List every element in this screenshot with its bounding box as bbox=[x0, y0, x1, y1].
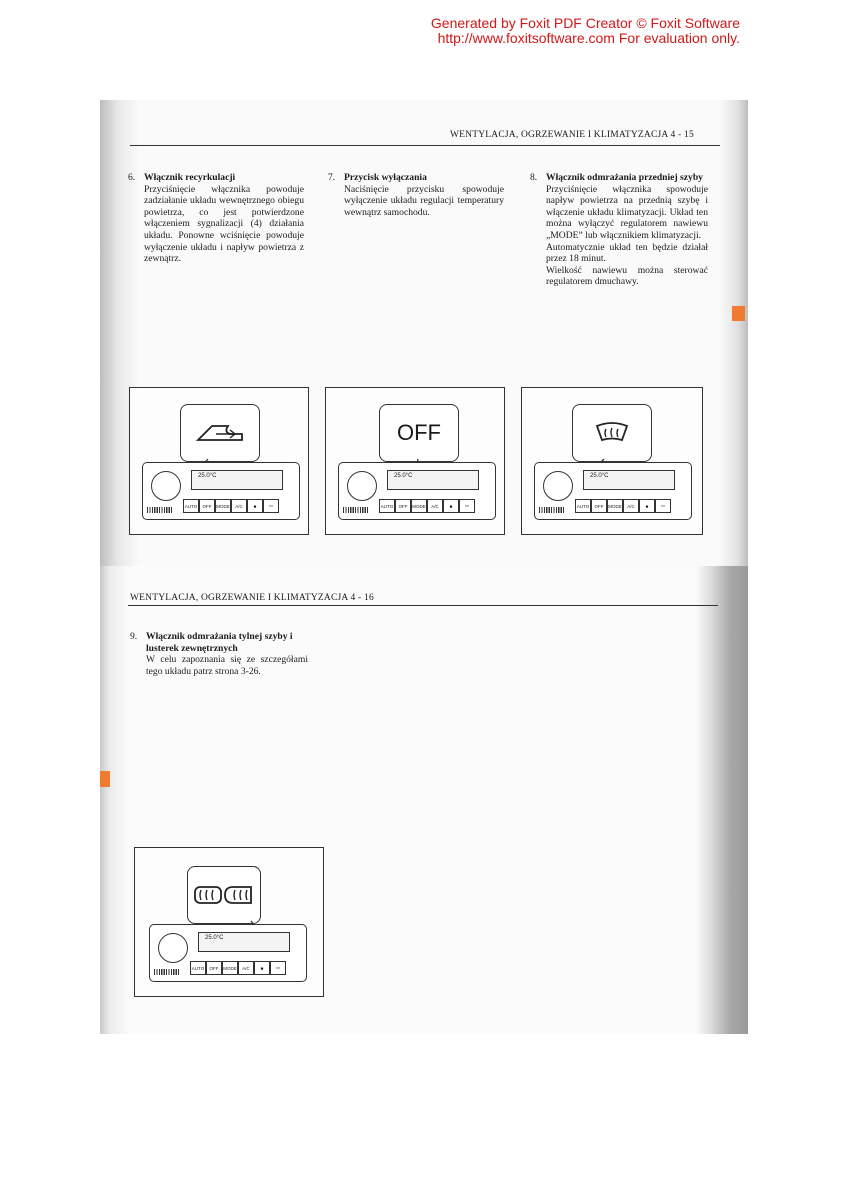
ac-button[interactable]: A/C bbox=[427, 499, 443, 513]
item-number: 8. bbox=[530, 172, 538, 183]
orange-thumb-tab bbox=[100, 771, 110, 787]
page-header: WENTYLACJA, OGRZEWANIE I KLIMATYZACJA 4 - 15 bbox=[450, 130, 694, 140]
item-body: Naciśnięcie przycisku spowoduje wyłączenie układu regulacji temperatury wewnątrz samochodu. bbox=[344, 183, 504, 218]
defrost-button[interactable]: ▭ bbox=[270, 961, 286, 975]
item-number: 6. bbox=[128, 172, 136, 183]
item-6 bbox=[128, 172, 304, 265]
display-temperature: 25.0°C bbox=[590, 473, 609, 479]
mode-button[interactable]: MODE bbox=[607, 499, 623, 513]
item-number: 7. bbox=[328, 172, 336, 183]
auto-button[interactable]: AUTO bbox=[379, 499, 395, 513]
item-body: W celu zapoznania się ze szczegółami tego układu patrz strona 3-26. bbox=[146, 654, 308, 677]
display-temperature: 25.0°C bbox=[198, 473, 217, 479]
temperature-knob bbox=[347, 471, 377, 501]
climate-control-panel bbox=[338, 462, 496, 520]
vent-grille bbox=[539, 507, 565, 513]
item-title: Włącznik odmrażania przedniej szyby bbox=[546, 172, 703, 183]
item-title: Włącznik recyrkulacji bbox=[144, 172, 236, 183]
orange-thumb-tab bbox=[732, 306, 745, 321]
panel-display bbox=[583, 470, 675, 490]
vent-grille bbox=[343, 507, 369, 513]
off-button[interactable]: OFF bbox=[591, 499, 607, 513]
auto-button[interactable]: AUTO bbox=[183, 499, 199, 513]
watermark-line-1: Generated by Foxit PDF Creator © Foxit Software bbox=[430, 15, 740, 31]
climate-control-panel bbox=[142, 462, 300, 520]
off-button[interactable]: OFF bbox=[395, 499, 411, 513]
item-8 bbox=[530, 172, 708, 288]
auto-button[interactable]: AUTO bbox=[575, 499, 591, 513]
item-body: Przyciśnięcie włącznika spowoduje napływ powietrza na przednią szybę i włączenie układu klimatyzacji. Układ ten można wyłączyć regulatorem nawiewu „MODE” lub włącznikiem klimatyzacji. bbox=[546, 183, 708, 241]
ac-button[interactable]: A/C bbox=[623, 499, 639, 513]
recirculation-button[interactable]: ■ bbox=[443, 499, 459, 513]
scanned-page-upper bbox=[100, 100, 748, 566]
panel-display bbox=[191, 470, 283, 490]
mode-button[interactable]: MODE bbox=[411, 499, 427, 513]
defrost-button[interactable]: ▭ bbox=[263, 499, 279, 513]
display-temperature: 25.0°C bbox=[394, 473, 413, 479]
header-rule bbox=[128, 605, 718, 606]
page-header: WENTYLACJA, OGRZEWANIE I KLIMATYZACJA 4 - 16 bbox=[130, 593, 374, 603]
mode-button[interactable]: MODE bbox=[222, 961, 238, 975]
item-7 bbox=[328, 172, 504, 218]
item-body-2: Automatycznie układ ten będzie działał przez 18 minut. bbox=[546, 241, 708, 265]
watermark-line-2: http://www.foxitsoftware.com For evaluation only. bbox=[437, 30, 740, 46]
panel-display bbox=[198, 932, 290, 952]
mode-button[interactable]: MODE bbox=[215, 499, 231, 513]
temperature-knob bbox=[543, 471, 573, 501]
item-9 bbox=[130, 631, 308, 677]
header-rule bbox=[130, 145, 720, 146]
climate-control-panel bbox=[534, 462, 692, 520]
off-button[interactable]: OFF bbox=[206, 961, 222, 975]
item-body: Przyciśnięcie włącznika powoduje zadziałanie układu wewnętrznego obiegu powietrza, co jest potwierdzone włączeniem sygnalizacji (4) działania układu. Ponowne wciśnięcie powoduje wyłączenie układu i napływ powietrza z zewnątrz. bbox=[144, 183, 304, 265]
temperature-knob bbox=[158, 933, 188, 963]
scanned-page-lower bbox=[100, 566, 748, 1034]
off-button[interactable]: OFF bbox=[199, 499, 215, 513]
figure-off bbox=[325, 387, 505, 535]
defrost-button[interactable]: ▭ bbox=[655, 499, 671, 513]
figure-front-defrost bbox=[521, 387, 703, 535]
vent-grille bbox=[154, 969, 180, 975]
figure-recirculation bbox=[129, 387, 309, 535]
off-label: OFF bbox=[397, 420, 441, 445]
item-title: Włącznik odmrażania tylnej szyby i lusterek zewnętrznych bbox=[146, 631, 293, 654]
auto-button[interactable]: AUTO bbox=[190, 961, 206, 975]
recirculation-button[interactable]: ■ bbox=[247, 499, 263, 513]
item-number: 9. bbox=[130, 631, 138, 642]
ac-button[interactable]: A/C bbox=[238, 961, 254, 975]
figure-rear-defrost bbox=[134, 847, 324, 997]
display-temperature: 25.0°C bbox=[205, 935, 224, 941]
item-body-3: Wielkość nawiewu można sterować regulatorem dmuchawy. bbox=[546, 264, 708, 288]
defrost-button[interactable]: ▭ bbox=[459, 499, 475, 513]
temperature-knob bbox=[151, 471, 181, 501]
ac-button[interactable]: A/C bbox=[231, 499, 247, 513]
panel-display bbox=[387, 470, 479, 490]
recirculation-button[interactable]: ■ bbox=[639, 499, 655, 513]
climate-control-panel bbox=[149, 924, 307, 982]
vent-grille bbox=[147, 507, 173, 513]
recirculation-button[interactable]: ■ bbox=[254, 961, 270, 975]
item-title: Przycisk wyłączania bbox=[344, 172, 427, 183]
